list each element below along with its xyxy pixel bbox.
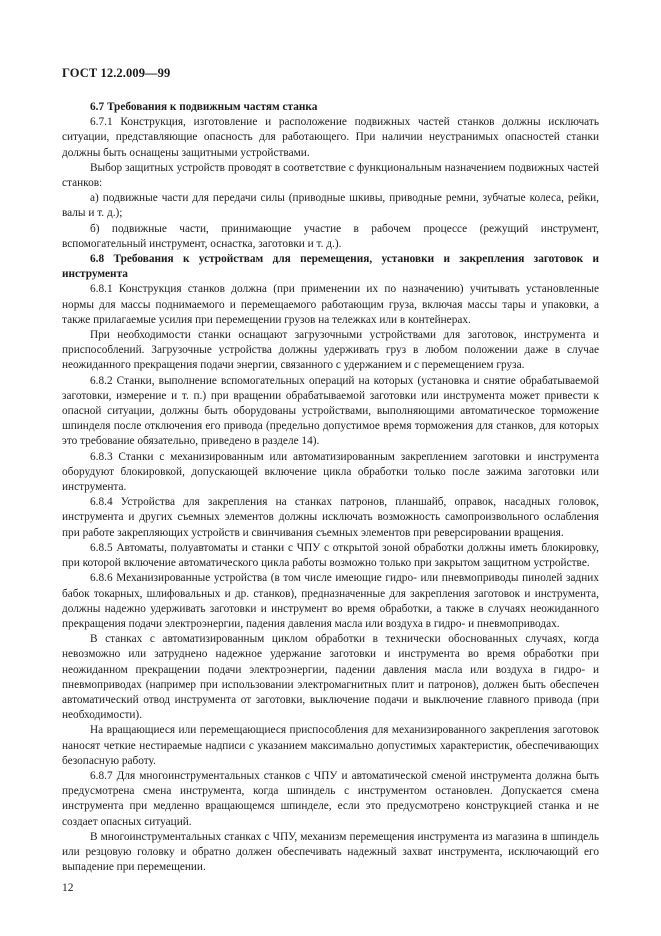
paragraph: На вращающиеся или перемещающиеся приспособления для механизированного закрепления заготовок наносят четкие нестираемые надписи с указанием максимально допустимых характеристик, обеспечивающих безопасную работу. [62, 724, 599, 767]
paragraph: 6.8.5 Автоматы, полуавтоматы и станки с ЧПУ с открытой зоной обработки должны иметь блокировку, при которой включение автоматического цикла работы возможно только при закрытом защитном устройстве. [62, 541, 599, 570]
paragraph: а) подвижные части для передачи силы (приводные шкивы, приводные ремни, зубчатые колеса, рейки, валы и т. д.); [62, 192, 599, 220]
paragraph: 6.8.3 Станки с механизированным или автоматизированным закреплением заготовки и инструмента оборудуют блокировкой, допускающей включение цикла обработки только после зажима заготовки или инструмента. [62, 450, 599, 494]
paragraph: 6.8.4 Устройства для закрепления на станках патронов, планшайб, оправок, насадных головок, инструмента и других съемных элементов должны исключать возможность самопроизвольного ослабления при работе закрепляющих устройств и свинчивания съемных элементов при реверсировании вращения. [62, 496, 599, 539]
paragraph: 6.8.7 Для многоинструментальных станков с ЧПУ и автоматической сменой инструмента должна быть предусмотрена смена инструмента, когда шпиндель с инструментом остановлен. Допускается смена инструмента при медленно вращающемся шпинделе, если это предусмотрено конструкцией станка и не создает опасных ситуаций. [62, 769, 599, 828]
section-heading: 6.7 Требования к подвижным частям станка [90, 101, 318, 113]
paragraph: 6.8.1 Конструкция станков должна (при применении их по назначению) учитывать установленные нормы для массы поднимаемого и перемещаемого работающим груза, включая массы тары и упаковки, а также прилагаемые усилия при перемещении грузов на тележках или в контейнерах. [62, 283, 599, 326]
paragraph: 6.7.1 Конструкция, изготовление и расположение подвижных частей станков должны исключать ситуации, представляющие опасность для работающего. При наличии неустранимых опасностей станки должны быть оснащены защитными устройствами. [62, 116, 599, 159]
section-heading: 6.8 Требования к устройствам для перемещения, установки и закрепления заготовок и инструмента [62, 253, 599, 281]
paragraph: Выбор защитных устройств проводят в соответствие с функциональным назначением подвижных частей станков: [62, 161, 599, 190]
paragraph: 6.8.2 Станки, выполнение вспомогательных операций на которых (установка и снятие обрабатываемой заготовки, измерение и т. п.) при вращении обрабатываемой заготовки или инструмента может привести к опасной ситуации, должны быть оборудованы устройствами, выполняющими автоматическое торможение шпинделя после отключения его привода (предельно допустимое время торможения для станков, для которых это требование обязательно, приведено в разделе 14). [62, 374, 599, 448]
paragraph: б) подвижные части, принимающие участие в рабочем процессе (режущий инструмент, вспомогательный инструмент, оснастка, заготовки и т. д.). [62, 222, 599, 250]
document-header: ГОСТ 12.2.009—99 [62, 66, 171, 80]
document-body [62, 100, 599, 875]
paragraph: При необходимости станки оснащают загрузочными устройствами для заготовок, инструмента и приспособлений. Загрузочные устройства должны удерживать груз в любом положении даже в случае неожиданного прекращения подачи энергии, связанного с удержанием и с перемещением груза. [62, 329, 599, 372]
paragraph: В станках с автоматизированным циклом обработки в технически обоснованных случаях, когда невозможно или затруднено надежное удержание заготовки и инструмента во время обработки при неожиданном прекращении подачи электроэнергии, падении давления масла или воздуха в гидро- и пневмоприводах (например при использовании электромагнитных плит и патронов), должен быть обеспечен автоматический отвод инструмента от заготовки, выключение подачи и выключение главного привода (при необходимости). [62, 633, 599, 722]
page-number: 12 [62, 882, 74, 894]
paragraph: 6.8.6 Механизированные устройства (в том числе имеющие гидро- или пневмоприводы пинолей задних бабок токарных, шлифовальных и др. станков), предназначенные для закрепления заготовок и инструмента, должны надежно удерживать заготовки и инструмент во время обработки, а также в случаях неожиданного прекращения подачи электроэнергии, падения давления масла или воздуха в гидро- и пневмоприводах. [62, 572, 599, 630]
paragraph: В многоинструментальных станках с ЧПУ, механизм перемещения инструмента из магазина в шпиндель или резцовую головку и обратно должен обеспечивать надежный захват инструмента, исключающий его выпадение при перемещении. [62, 830, 599, 874]
